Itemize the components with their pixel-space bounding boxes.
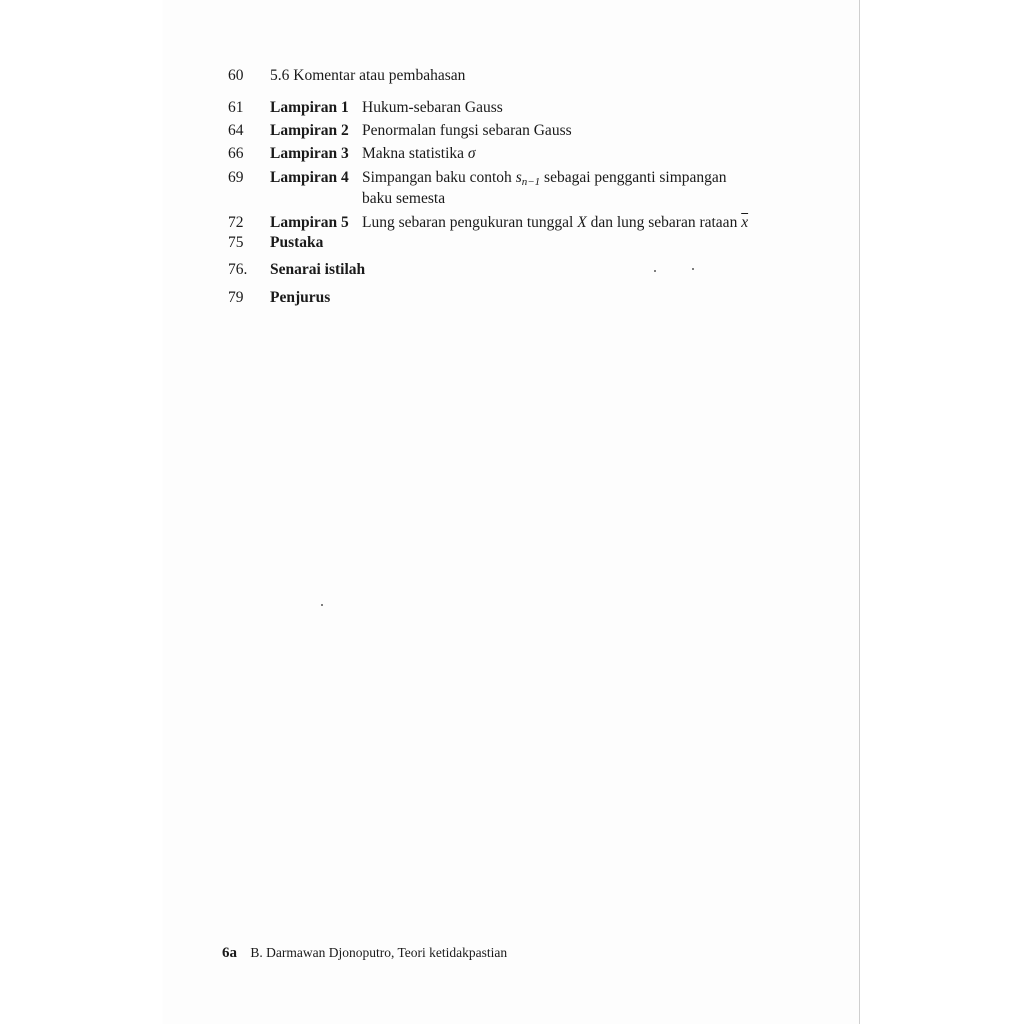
scan-left-margin bbox=[0, 0, 163, 1024]
toc-page-number: 72 bbox=[228, 214, 244, 231]
toc-entry-text: 5.6 Komentar atau pembahasan bbox=[270, 67, 466, 84]
toc-page-number: 75 bbox=[228, 234, 244, 251]
toc-page-number: 79 bbox=[228, 289, 244, 306]
x-bar-symbol: $\overline{x}$ bbox=[741, 214, 749, 231]
toc-entry-description bbox=[362, 145, 476, 163]
toc-entry-label: Lampiran 1 bbox=[270, 99, 349, 116]
toc-entry-label: Penjurus bbox=[270, 289, 331, 306]
scan-speck bbox=[654, 270, 656, 272]
footer-text: B. Darmawan Djonoputro, Teori ketidakpastian bbox=[250, 945, 508, 960]
toc-description-text: Makna statistika bbox=[362, 145, 465, 162]
toc-entry-label: Lampiran 2 bbox=[270, 122, 349, 139]
toc-description-text: Simpangan baku contoh bbox=[362, 169, 512, 186]
x-symbol: X bbox=[577, 214, 587, 231]
toc-page-number: 61 bbox=[228, 99, 244, 116]
toc-entry-label: Pustaka bbox=[270, 234, 324, 251]
toc-page-number: 60 bbox=[228, 67, 244, 84]
scan-speck bbox=[692, 268, 694, 270]
footer-page-label: 6a bbox=[222, 945, 237, 961]
toc-page-number: 64 bbox=[228, 122, 244, 139]
toc-entry-label: Lampiran 4 bbox=[270, 169, 349, 186]
s-symbol: s bbox=[515, 169, 522, 186]
toc-page-number: 66 bbox=[228, 145, 244, 162]
toc-entry-description bbox=[362, 214, 748, 232]
toc-page-number: 69 bbox=[228, 169, 244, 186]
toc-description-text: baku semesta bbox=[362, 190, 446, 207]
toc-entry-label: Lampiran 5 bbox=[270, 214, 349, 231]
toc-entry-description bbox=[362, 169, 727, 191]
toc-page-number: 76. bbox=[228, 261, 248, 278]
toc-entry-label: Senarai istilah bbox=[270, 261, 366, 278]
document-page bbox=[163, 0, 860, 1024]
toc-description-text: dan lung sebaran rataan bbox=[590, 214, 738, 231]
scan-speck bbox=[321, 604, 323, 606]
scan-right-margin bbox=[860, 0, 1024, 1024]
toc-entry-label: Lampiran 3 bbox=[270, 145, 349, 162]
sigma-symbol: σ bbox=[467, 145, 476, 162]
page-footer bbox=[222, 945, 507, 962]
toc-entry-description: Penormalan fungsi sebaran Gauss bbox=[362, 122, 572, 139]
toc-description-text: sebagai pengganti simpangan bbox=[544, 169, 727, 186]
toc-entry-description: Hukum-sebaran Gauss bbox=[362, 99, 503, 116]
toc-description-text: Lung sebaran pengukuran tunggal bbox=[362, 214, 574, 231]
subscript-symbol: n−1 bbox=[521, 176, 541, 188]
